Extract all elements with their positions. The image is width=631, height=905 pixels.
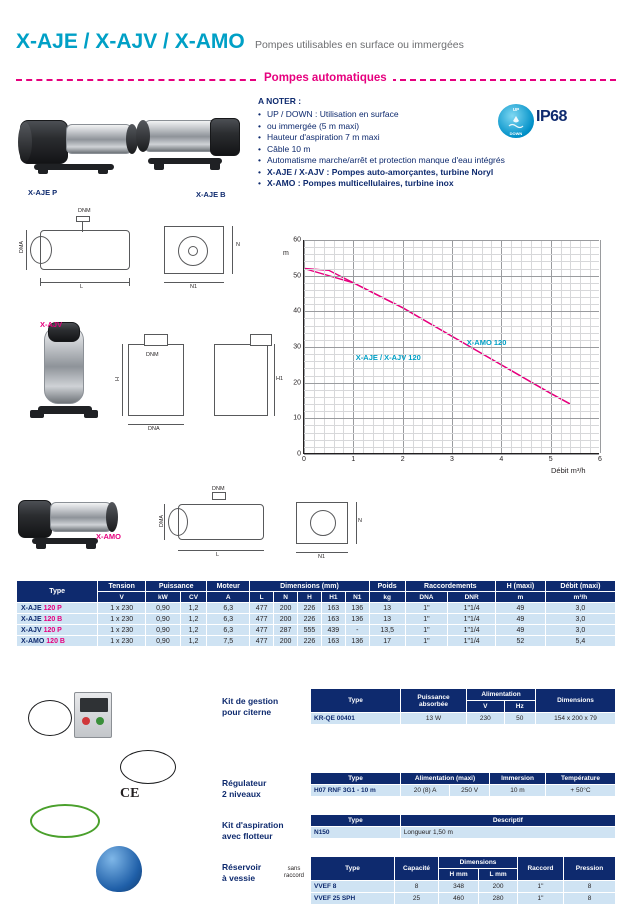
acc2-cell-type: H07 RNF 3G1 - 10 m: [311, 785, 401, 797]
cell-value: 226: [298, 636, 322, 647]
cell-value: 6,3: [207, 614, 250, 625]
drawing-xaje-side: [19, 208, 142, 302]
caption-text: X-AJE P: [28, 188, 58, 197]
acc3-col-desc: Descriptif: [400, 815, 615, 827]
divider-right: [390, 79, 616, 81]
divider-left: [16, 79, 256, 81]
acc4-col-pression: Pression: [564, 857, 616, 881]
cell-value: 163: [321, 614, 345, 625]
acc-label-kit-citerne: [222, 696, 278, 718]
chart-gridline-h: [304, 447, 599, 448]
control-box-photo: [74, 692, 112, 738]
chart-x-tick: 4: [499, 456, 504, 463]
chart-gridline-h: [304, 261, 599, 262]
label-n1: N1: [190, 284, 198, 290]
cell-value: 0,90: [146, 614, 181, 625]
chart-gridline-v: [600, 240, 601, 453]
acc-table-regulateur: [310, 772, 616, 797]
cell-value: 0,90: [146, 625, 181, 636]
acc1-col-alim: Alimentation: [467, 689, 536, 701]
acc-label-kit-aspiration: [222, 820, 284, 842]
acc4-cell-l: 280: [479, 893, 518, 905]
cell-value: 136: [345, 614, 369, 625]
chart-gridline-h: [304, 290, 599, 291]
chart-annotation: X-AMO 120: [466, 338, 507, 348]
chart-gridline-h: [304, 247, 599, 248]
cell-value: 49: [496, 625, 546, 636]
chart-gridline-h: [304, 283, 599, 284]
subcol-m: m: [496, 592, 546, 603]
cell-value: 1 x 230: [98, 625, 146, 636]
water-drop-icon: [507, 115, 525, 129]
cell-value: 0,90: [146, 636, 181, 647]
caption-text: X-AMO: [96, 532, 121, 541]
chart-plot-area: [293, 236, 602, 463]
drawing-xajv-front: [114, 330, 198, 440]
label-dnm: DNM: [78, 208, 91, 214]
cell-value: 6,3: [207, 625, 250, 636]
acc4-col-capacite: Capacité: [395, 857, 439, 881]
note-item: [258, 144, 578, 156]
chart-gridline-h: [304, 440, 599, 441]
cell-value: 1"1/4: [448, 603, 496, 614]
label-dnm: DNM: [212, 486, 225, 492]
table-row: [17, 625, 616, 636]
acc-table-kit-aspiration: [310, 814, 616, 839]
cell-value: 439: [321, 625, 345, 636]
cell-value: 5,4: [545, 636, 615, 647]
col-hmaxi: H (maxi): [496, 581, 546, 592]
acc4-cell-h: 348: [439, 881, 479, 893]
subcol-n1: N1: [345, 592, 369, 603]
table-row: [17, 636, 616, 647]
acc-label-reservoir: [222, 862, 261, 884]
cell-value: 200: [274, 614, 298, 625]
acc2-col-temp: Température: [546, 773, 616, 785]
cell-value: 52: [496, 636, 546, 647]
cell-value: 3,0: [545, 625, 615, 636]
cell-value: -: [345, 625, 369, 636]
acc4-cell-raccord: 1": [518, 881, 564, 893]
acc-label-regulateur: [222, 778, 266, 800]
chart-gridline-h: [304, 390, 599, 391]
acc4-cell-cap: 8: [395, 881, 439, 893]
photo-xajv: [26, 322, 106, 432]
section-title: Pompes automatiques: [258, 72, 393, 84]
acc4-cell-l: 200: [479, 881, 518, 893]
acc2-col-alim: Alimentation (maxi): [401, 773, 490, 785]
acc-label-line1: Kit d'aspiration: [222, 820, 284, 830]
acc4-subcol-lmm: L mm: [479, 869, 518, 881]
label-dna: DNA: [148, 426, 160, 432]
cell-value: 1 x 230: [98, 603, 146, 614]
performance-chart: [265, 232, 615, 475]
label-h1: N: [358, 518, 362, 524]
chart-gridline-h: [304, 311, 599, 312]
cell-value: 1 x 230: [98, 636, 146, 647]
label-l: L: [80, 284, 84, 290]
acc1-cell-power: 13 W: [401, 713, 467, 725]
chart-gridline-h: [304, 404, 599, 405]
note-text: Automatisme marche/arrêt et protection manque d'eau intégrés: [267, 155, 505, 165]
cell-value: 0,90: [146, 603, 181, 614]
cell-value: 163: [321, 603, 345, 614]
chart-gridline-h: [304, 418, 599, 419]
updown-bottom-label: DOWN: [509, 131, 523, 136]
cell-value: 136: [345, 603, 369, 614]
cable-coil-photo: [28, 700, 72, 736]
chart-y-tick: 30: [293, 343, 301, 351]
chart-gridline-h: [304, 411, 599, 412]
chart-x-tick: 5: [548, 456, 553, 463]
chart-gridline-h: [304, 304, 599, 305]
cable-coil-photo-2: [120, 750, 176, 784]
updown-icon: [498, 104, 534, 138]
chart-gridline-h: [304, 318, 599, 319]
acc-label-line1: Régulateur: [222, 778, 267, 788]
drawing-xamo-side: [160, 488, 280, 566]
chart-gridline-h: [304, 240, 599, 241]
acc-label-line2: à vessie: [222, 873, 256, 883]
caption-text: X-AJV: [40, 320, 63, 329]
chart-gridline-h: [304, 269, 599, 270]
cell-value: 13: [369, 603, 405, 614]
acc2-col-immersion: Immersion: [490, 773, 546, 785]
caption-text: X-AJE B: [196, 190, 226, 199]
cell-value: 13,5: [369, 625, 405, 636]
suction-hose-photo: [30, 804, 100, 838]
acc1-cell-type: KR-QE 00401: [311, 713, 401, 725]
cell-value: 1": [405, 603, 448, 614]
cell-type: X-AMO 120 B: [17, 636, 98, 647]
acc3-cell-desc: Longueur 1,50 m: [400, 827, 615, 839]
chart-gridline-h: [304, 454, 599, 455]
cell-type: X-AJE 120 P: [17, 603, 98, 614]
acc-label-line2: pour citerne: [222, 707, 272, 717]
photo-xamo: [18, 490, 128, 556]
cell-value: 287: [274, 625, 298, 636]
page-subtitle: Pompes utilisables en surface ou immergées: [254, 39, 464, 51]
drawing-xamo-front: [286, 488, 376, 566]
acc-label-line2: avec flotteur: [222, 831, 273, 841]
acc2-cell-immersion: 10 m: [490, 785, 546, 797]
cell-value: 1,2: [180, 625, 207, 636]
cell-value: 3,0: [545, 614, 615, 625]
chart-gridline-h: [304, 347, 599, 348]
subcol-a: A: [207, 592, 250, 603]
chart-gridline-h: [304, 433, 599, 434]
acc1-col-puissance-text: Puissance absorbée: [417, 693, 450, 708]
subcol-m3h: m³/h: [545, 592, 615, 603]
cell-value: 200: [274, 603, 298, 614]
acc-label-line2: 2 niveaux: [222, 789, 261, 799]
acc4-cell-pression: 8: [564, 881, 616, 893]
cell-value: 477: [250, 636, 274, 647]
chart-gridline-h: [304, 326, 599, 327]
cell-value: 226: [298, 614, 322, 625]
ce-mark: CE: [120, 786, 140, 801]
page-header: [16, 30, 616, 54]
x-axis-title: Débit m³/h: [551, 466, 586, 475]
photo-xaje-p: [18, 108, 138, 178]
cell-value: 13: [369, 614, 405, 625]
acc1-cell-dim: 154 x 200 x 79: [536, 713, 616, 725]
cell-value: 49: [496, 603, 546, 614]
chart-x-tick: 2: [400, 456, 405, 463]
label-dnm: DNM: [146, 352, 159, 358]
subcol-h1: H1: [321, 592, 345, 603]
chart-y-tick: 20: [293, 379, 301, 387]
acc-table-reservoir: [310, 856, 616, 905]
note-text: Câble 10 m: [267, 143, 311, 154]
chart-gridline-h: [304, 368, 599, 369]
acc1-col-dim: Dimensions: [536, 689, 616, 713]
acc4-subcol-hmm: H mm: [439, 869, 479, 881]
ip-rating-label: IP68: [536, 108, 567, 125]
specifications-table: [16, 580, 616, 647]
col-moteur: Moteur: [207, 581, 250, 592]
chart-gridline-h: [304, 276, 599, 277]
acc4-cell-raccord: 1": [518, 893, 564, 905]
photo-caption-xamo: [96, 532, 121, 541]
chart-y-tick: 0: [297, 450, 301, 458]
col-puissance: Puissance: [146, 581, 207, 592]
subcol-kw: kW: [146, 592, 181, 603]
y-axis-unit: m: [283, 250, 289, 257]
cell-type: X-AJV 120 P: [17, 625, 98, 636]
specifications-table-body: [17, 603, 616, 647]
note-item: [258, 178, 578, 190]
photo-caption-xaje-p: [28, 188, 57, 197]
note-item: [258, 155, 578, 167]
acc1-subcol-v: V: [467, 701, 505, 713]
bladder-tank-photo: [96, 846, 142, 892]
acc-label-line1: Réservoir: [222, 862, 262, 872]
cell-value: 1"1/4: [448, 636, 496, 647]
acc-label-line1: Kit de gestion: [222, 696, 279, 706]
subcol-v: V: [98, 592, 146, 603]
col-debitmaxi: Débit (maxi): [545, 581, 615, 592]
acc2-cell-temp: + 50°C: [546, 785, 616, 797]
cell-value: 7,5: [207, 636, 250, 647]
cell-type: X-AJE 120 B: [17, 614, 98, 625]
chart-x-tick: 1: [351, 456, 356, 463]
label-l: L: [216, 552, 220, 558]
chart-y-tick: 60: [293, 236, 301, 244]
acc1-cell-v: 230: [467, 713, 505, 725]
col-poids: Poids: [369, 581, 405, 592]
chart-gridline-h: [304, 254, 599, 255]
cell-value: 136: [345, 636, 369, 647]
cell-value: 477: [250, 625, 274, 636]
cell-value: 163: [321, 636, 345, 647]
subcol-h: H: [298, 592, 322, 603]
photo-caption-xaje-b: [196, 190, 226, 199]
subcol-dna: DNA: [405, 592, 448, 603]
acc4-side-note-line1: sans: [287, 866, 301, 872]
chart-gridline-h: [304, 354, 599, 355]
acc4-side-note: [284, 866, 304, 880]
label-n1: N1: [318, 554, 326, 560]
chart-x-tick: 0: [302, 456, 306, 463]
chart-gridline-h: [304, 340, 599, 341]
acc4-col-dim: Dimensions: [439, 857, 518, 869]
acc2-col-type: Type: [311, 773, 401, 785]
acc4-side-note-line2: raccord: [284, 873, 305, 879]
acc3-cell-type: N150: [311, 827, 401, 839]
chart-y-tick: 50: [293, 272, 301, 280]
note-text: X-AMO : Pompes multicellulaires, turbine inox: [267, 178, 454, 188]
acc4-cell-type: VVEF 8: [311, 881, 395, 893]
acc1-col-type: Type: [311, 689, 401, 713]
cell-value: 1": [405, 625, 448, 636]
cell-value: 477: [250, 614, 274, 625]
cell-value: 1,2: [180, 636, 207, 647]
cell-value: 1 x 230: [98, 614, 146, 625]
cell-value: 555: [298, 625, 322, 636]
cell-value: 3,0: [545, 603, 615, 614]
chart-y-tick: 40: [293, 307, 301, 315]
subcol-cv: CV: [180, 592, 207, 603]
cell-value: 200: [274, 636, 298, 647]
table-row: [17, 603, 616, 614]
table-row: [17, 614, 616, 625]
acc3-col-type: Type: [311, 815, 401, 827]
note-text: Hauteur d'aspiration 7 m maxi: [267, 132, 380, 142]
photo-caption-xajv: [40, 320, 62, 329]
col-dimensions: Dimensions (mm): [250, 581, 370, 592]
acc2-cell-v: 250 V: [450, 785, 490, 797]
cell-value: 1": [405, 614, 448, 625]
acc4-col-raccord: Raccord: [518, 857, 564, 881]
acc1-cell-hz: 50: [504, 713, 535, 725]
chart-x-tick: 6: [598, 456, 602, 463]
cell-value: 1": [405, 636, 448, 647]
cell-value: 49: [496, 614, 546, 625]
col-type: Type: [17, 581, 98, 603]
label-h: H: [114, 377, 121, 381]
chart-annotation: X-AJE / X-AJV 120: [355, 352, 421, 362]
acc4-cell-cap: 25: [395, 893, 439, 905]
cell-value: 1,2: [180, 614, 207, 625]
chart-gridline-h: [304, 333, 599, 334]
acc-table-kit-citerne: [310, 688, 616, 725]
col-tension: Tension: [98, 581, 146, 592]
acc4-col-type: Type: [311, 857, 395, 881]
acc4-cell-h: 460: [439, 893, 479, 905]
notes-title: A NOTER :: [258, 96, 302, 106]
subcol-kg: kg: [369, 592, 405, 603]
acc2-cell-a: 20 (8) A: [401, 785, 450, 797]
label-h1: N: [236, 242, 240, 248]
label-h1: H1: [276, 376, 284, 382]
label-dma: DMA: [19, 240, 26, 254]
label-dma: DMA: [159, 514, 166, 528]
note-item: [258, 167, 578, 179]
note-text: UP / DOWN : Utilisation en surface: [267, 109, 399, 119]
note-text: ou immergée (5 m maxi): [267, 120, 360, 131]
acc4-cell-type: VVEF 25 SPH: [311, 893, 395, 905]
ip68-badge: [498, 104, 588, 138]
subcol-n: N: [274, 592, 298, 603]
cell-value: 1"1/4: [448, 625, 496, 636]
chart-gridline-h: [304, 297, 599, 298]
col-raccordements: Raccordements: [405, 581, 495, 592]
drawing-xaje-front: [150, 212, 256, 302]
cell-value: 6,3: [207, 603, 250, 614]
acc1-subcol-hz: Hz: [504, 701, 535, 713]
acc1-col-puissance: [401, 689, 467, 713]
chart-x-tick: 3: [450, 456, 454, 463]
chart-gridline-h: [304, 425, 599, 426]
cell-value: 1"1/4: [448, 614, 496, 625]
subcol-dnr: DNR: [448, 592, 496, 603]
cell-value: 226: [298, 603, 322, 614]
subcol-l: L: [250, 592, 274, 603]
page-title: X-AJE / X-AJV / X-AMO: [16, 30, 245, 53]
cell-value: 1,2: [180, 603, 207, 614]
updown-top-label: UP: [512, 107, 520, 112]
chart-gridline-h: [304, 361, 599, 362]
cell-value: 17: [369, 636, 405, 647]
chart-y-tick: 10: [293, 414, 301, 422]
chart-gridline-h: [304, 397, 599, 398]
photo-xaje-b: [126, 106, 244, 180]
acc4-cell-pression: 8: [564, 893, 616, 905]
cell-value: 477: [250, 603, 274, 614]
chart-gridline-h: [304, 383, 599, 384]
note-text: X-AJE / X-AJV : Pompes auto-amorçantes, turbine Noryl: [267, 166, 494, 177]
chart-gridline-h: [304, 376, 599, 377]
